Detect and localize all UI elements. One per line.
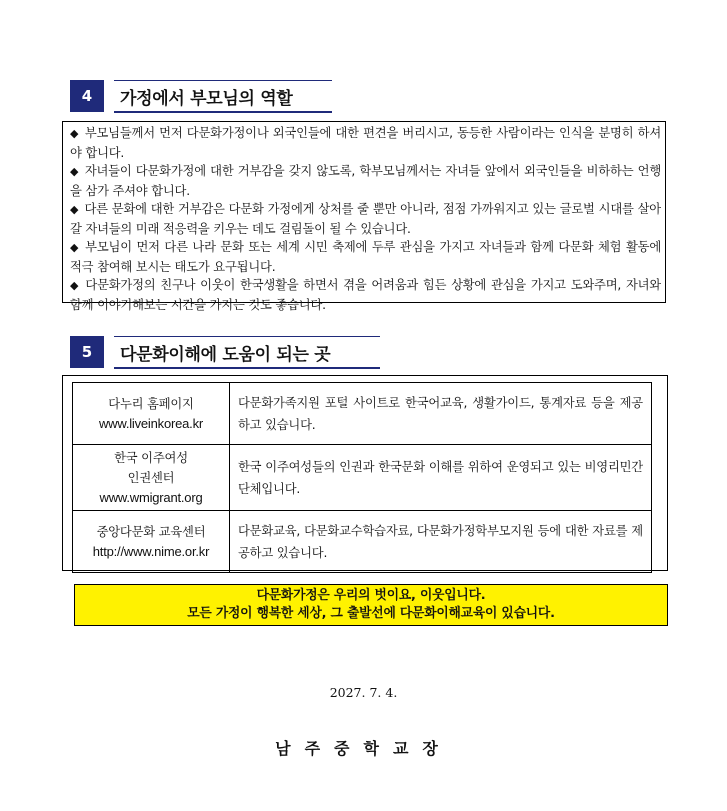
resource-description: 한국 이주여성들의 인권과 한국문화 이해를 위하여 운영되고 있는 비영리민간단체입니다. <box>230 445 652 511</box>
section-5-number: 5 <box>70 336 104 368</box>
diamond-bullet-icon: ◆ <box>70 279 80 292</box>
document-date: 2027. 7. 4. <box>329 685 398 700</box>
table-row <box>73 511 652 573</box>
slogan-line-1: 다문화가정은 우리의 벗이요, 이웃입니다. <box>256 588 486 603</box>
bullet-item: ◆ 부모님이 먼저 다른 나라 문화 또는 세계 시민 축제에 두루 관심을 가지고 자녀들과 함께 다문화 체험 활동에 적극 참여해 보시는 태도가 요구됩니다. <box>70 240 661 274</box>
section-4-number: 4 <box>70 80 104 112</box>
diamond-bullet-icon: ◆ <box>70 165 79 178</box>
resource-url[interactable]: www.liveinkorea.kr <box>98 415 204 431</box>
resource-name: 다누리 홈페이지 <box>108 396 194 411</box>
bullet-item: ◆ 부모님들께서 먼저 다문화가정이나 외국인들에 대한 편견을 버리시고, 동등한 사람이라는 인식을 분명히 하셔야 합니다. <box>70 126 661 160</box>
resource-name: 인권센터 <box>127 470 175 485</box>
section-5-header <box>70 336 380 368</box>
resource-description: 다문화가족지원 포털 사이트로 한국어교육, 생활가이드, 통계자료 등을 제공하고 있습니다. <box>230 383 652 445</box>
bullet-item: ◆ 다른 문화에 대한 거부감은 다문화 가정에게 상처를 줄 뿐만 아니라, 점점 가까워지고 있는 글로벌 시대를 살아갈 자녀들의 미래 적응력을 키우는 데도 걸림돌이 될 수 있습니다. <box>70 202 661 236</box>
section-5-title: 다문화이해에 도움이 되는 곳 <box>114 336 380 369</box>
resource-name: 한국 이주여성 <box>114 450 188 465</box>
table-row <box>73 445 652 511</box>
resources-table <box>72 382 652 573</box>
slogan-line-2: 모든 가정이 행복한 세상, 그 출발선에 다문화이해교육이 있습니다. <box>187 606 555 621</box>
diamond-bullet-icon: ◆ <box>70 127 79 140</box>
diamond-bullet-icon: ◆ <box>70 241 80 254</box>
section-4-header <box>70 80 332 112</box>
resource-name-cell <box>73 511 230 573</box>
bullet-item: ◆ 자녀들이 다문화가정에 대한 거부감을 갖지 않도록, 학부모님께서는 자녀들 앞에서 외국인들을 비하하는 언행을 삼가 주셔야 합니다. <box>70 164 661 198</box>
resource-url[interactable]: www.wmigrant.org <box>99 489 203 505</box>
parent-role-box <box>62 121 666 312</box>
table-row <box>73 383 652 445</box>
resource-name-cell <box>73 383 230 445</box>
resource-url[interactable]: http://www.nime.or.kr <box>92 543 210 559</box>
resource-name-cell <box>73 445 230 511</box>
resource-description: 다문화교육, 다문화교수학습자료, 다문화가정학부모지원 등에 대한 자료를 제공하고 있습니다. <box>230 511 652 573</box>
bullet-item: ◆ 다문화가정의 친구나 이웃이 한국생활을 하면서 겪을 어려움과 힘든 상황에 관심을 가지고 도와주며, 자녀와 함께 이야기해보는 시간을 가지는 것도 좋습니다. <box>70 278 661 312</box>
diamond-bullet-icon: ◆ <box>70 203 79 216</box>
section-4-title: 가정에서 부모님의 역할 <box>114 80 332 113</box>
school-principal-signature: 남주중학교장 <box>275 739 452 758</box>
resource-name: 중앙다문화 교육센터 <box>96 524 206 539</box>
slogan-banner <box>74 584 668 626</box>
